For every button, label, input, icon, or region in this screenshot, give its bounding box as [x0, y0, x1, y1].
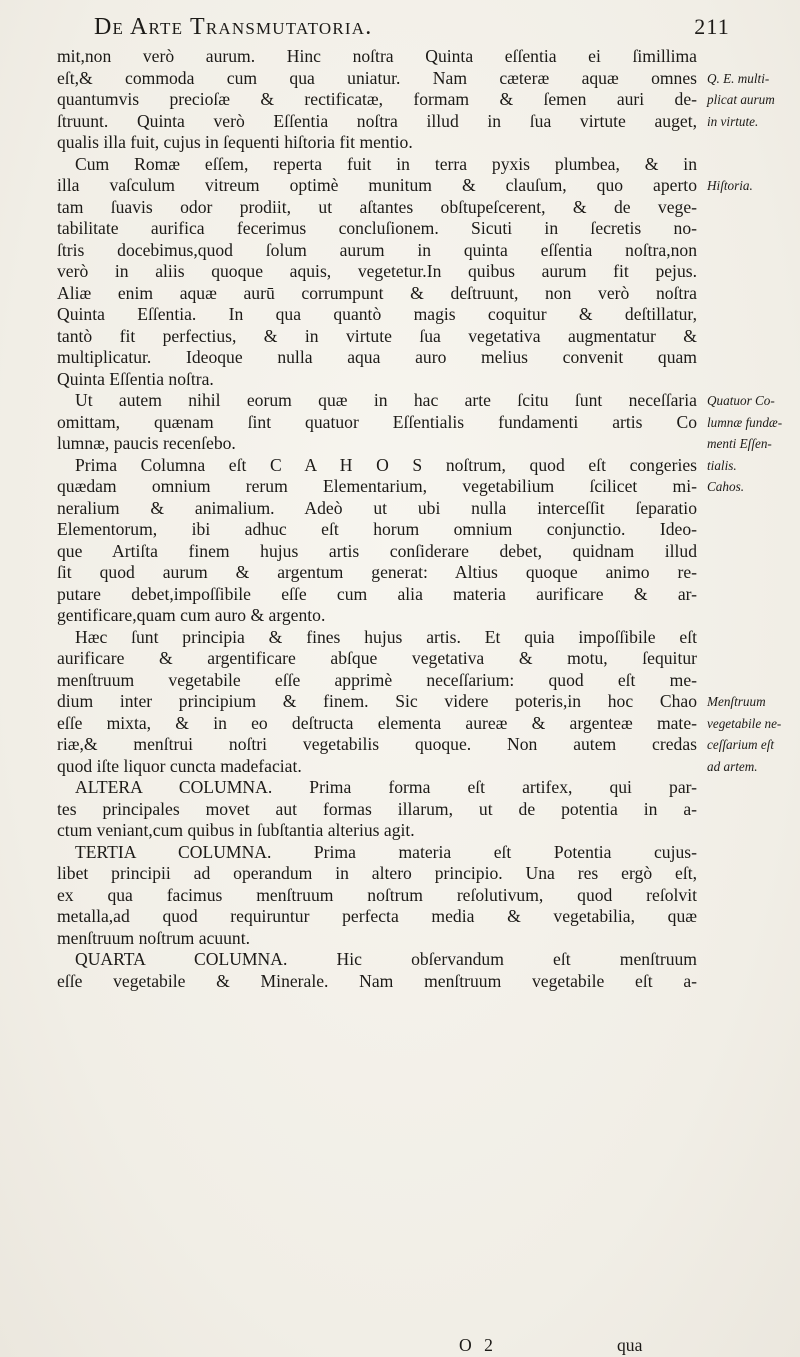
text-line: quantumvis precioſæ & rectificatæ, formam & ſemen auri de-: [57, 89, 697, 109]
text-line: ex qua facimus menſtruum noſtrum reſolutivum, quod reſolvit: [57, 884, 697, 905]
margin-note-line: ceſſarium eſt: [707, 737, 775, 752]
text-line: omittam, quænam ſint quatuor Eſſentialis fundamenti artis Co: [57, 411, 697, 432]
running-title: De Arte Transmutatoria.: [94, 14, 373, 40]
margin-note-line: lumnæ fundæ-: [707, 414, 783, 430]
text-line: ſtruunt. Quinta verò Eſſentia noſtra illud in ſua virtute auget,: [57, 110, 697, 131]
text-line: dium inter principium & finem. Sic videre poteris,in hoc Chao: [57, 691, 697, 711]
page-number: 211: [694, 14, 730, 39]
margin-note-menstruum: [707, 691, 781, 777]
text-line: eſſe vegetabile & Minerale. Nam menſtruum vegetabile eſt a-: [57, 970, 697, 991]
text-line: tantò fit perfectius, & in virtute ſua vegetativa augmentatur &: [57, 325, 697, 346]
page-header: [90, 14, 730, 44]
margin-note-line: Hiſtoria.: [707, 178, 753, 193]
text-line: gentificare,quam cum auro & argento.: [57, 605, 326, 625]
text-line: Ut autem nihil eorum quæ in hac arte ſcitu ſunt neceſſaria: [75, 390, 697, 410]
text-line: lumnæ, paucis recenſebo.: [57, 433, 236, 453]
text-line: ſtris docebimus,quod ſolum aurum in quinta eſſentia noſtra,non: [57, 239, 697, 260]
margin-note-line: tialis.: [707, 457, 737, 473]
margin-note-columnae: [707, 390, 782, 498]
text-line: Aliæ enim aquæ aurū corrumpunt & deſtruunt, non verò noſtra: [57, 282, 697, 303]
margin-note-historia: [707, 175, 753, 197]
margin-note-line: menti Eſſen-: [707, 436, 772, 451]
text-line: riæ,& menſtrui noſtri vegetabilis quoque. Non autem credas: [57, 734, 697, 754]
text-line: Hæc ſunt principia & fines hujus artis. Et quia impoſſibile eſt: [75, 626, 697, 647]
margin-note-line: ad artem.: [707, 758, 758, 774]
body-text: [57, 46, 697, 992]
margin-note-line: Q. E. multi-: [707, 70, 770, 86]
text-line: Cum Romæ eſſem, reperta fuit in terra pyxis plumbea, & in: [75, 153, 697, 174]
margin-note-multiplicat: [707, 68, 775, 133]
text-line: ctum veniant,cum quibus in ſubſtantia alterius agit.: [57, 820, 415, 840]
text-line: quod iſte liquor cuncta madefaciat.: [57, 755, 302, 776]
text-line: que Artiſta finem hujus artis conſiderare debet, quidnam illud: [57, 540, 697, 561]
text-line: multiplicatur. Ideoque nulla aqua auro melius convenit quam: [57, 347, 697, 367]
text-line: tam ſuavis odor prodiit, ut aſtantes obſtupeſcerent, & de vege-: [57, 196, 697, 217]
text-line: eſſe mixta, & in eo deſtructa elementa aureæ & argenteæ mate-: [57, 712, 697, 733]
text-line: ſit quod aurum & argentum generat: Altius quoque animo re-: [57, 562, 697, 582]
text-line: menſtruum noſtrum acuunt.: [57, 927, 251, 948]
text-line: metalla,ad quod requiruntur perfecta media & vegetabilia, quæ: [57, 906, 697, 926]
text-line: menſtruum vegetabile eſſe apprimè neceſſarium: quod eſt me-: [57, 669, 697, 690]
margin-note-line: in virtute.: [707, 113, 759, 129]
page-footer: [57, 1335, 697, 1357]
margin-note-line: Menſtruum: [707, 694, 766, 709]
text-line: TERTIA COLUMNA. Prima materia eſt Potentia cujus-: [75, 841, 697, 862]
text-line: mit,non verò aurum. Hinc noſtra Quinta eſſentia ei ſimillima: [57, 46, 697, 66]
text-line: neralium & animalium. Adeò ut ubi nulla interceſſit ſeparatio: [57, 497, 697, 518]
catchword: qua: [617, 1335, 643, 1355]
text-line: verò in aliis quoque aquis, vegetetur.In quibus aurum fit pejus.: [57, 261, 697, 281]
text-line: libet principii ad operandum in altero principio. Una res ergò eſt,: [57, 863, 697, 883]
text-line: Quinta Eſſentia. In qua quantò magis coquitur & deſtillatur,: [57, 304, 697, 324]
margin-note-line: Quatuor Co-: [707, 393, 775, 408]
text-line: QUARTA COLUMNA. Hic obſervandum eſt menſtruum: [75, 949, 697, 969]
text-line: ALTERA COLUMNA. Prima forma eſt artifex, qui par-: [75, 777, 697, 797]
margin-note-line: Cahos.: [707, 479, 745, 494]
signature-mark: O 2: [459, 1335, 497, 1355]
margin-note-line: plicat aurum: [707, 92, 775, 107]
text-line: tes principales movet aut formas illarum, ut de potentia in a-: [57, 798, 697, 819]
text-line: eſt,& commoda cum qua uniatur. Nam cæteræ aquæ omnes: [57, 67, 697, 88]
text-line: illa vaſculum vitreum optimè munitum & clauſum, quo aperto: [57, 175, 697, 195]
text-line: Prima Columna eſt C A H O S noſtrum, quod eſt congeries: [75, 454, 697, 475]
text-line: putare debet,impoſſibile eſſe cum alia materia aurificare & ar-: [57, 583, 697, 604]
margin-note-line: vegetabile ne-: [707, 715, 782, 731]
text-line: quædam omnium rerum Elementarium, vegetabilium ſcilicet mi-: [57, 476, 697, 496]
text-line: Quinta Eſſentia noſtra.: [57, 368, 214, 389]
text-line: aurificare & argentificare abſque vegetativa & motu, ſequitur: [57, 648, 697, 668]
text-line: qualis illa fuit, cujus in ſequenti hiſtoria fit mentio.: [57, 132, 413, 152]
text-line: tabilitate aurifica fecerimus concluſionem. Sicuti in ſecretis no-: [57, 218, 697, 238]
text-line: Elementorum, ibi adhuc eſt horum omnium conjunctio. Ideo-: [57, 519, 697, 539]
